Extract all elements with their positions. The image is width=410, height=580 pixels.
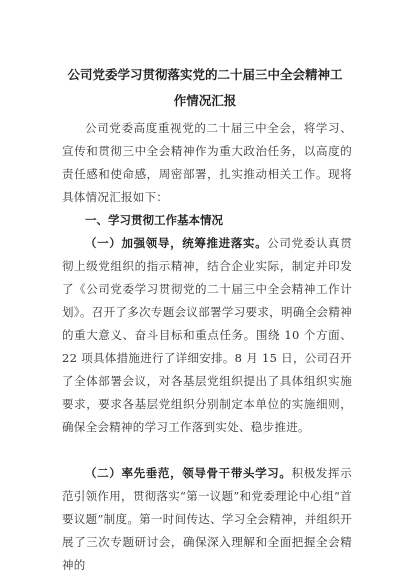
item-1-paragraph [62,232,352,439]
intro-paragraph: 公司党委高度重视党的二十届三中全会，将学习、宣传和贯彻三中全会精神作为重大政治任务，以高度的责任感和使命感，周密部署，扎实推动相关工作。现将具体情况汇报如下： [62,121,352,204]
item-1-lead: （一）加强领导，统筹推进落实。 [85,236,268,250]
item-2-paragraph [62,462,352,577]
document-title: 公司党委学习贯彻落实党的二十届三中全会精神工作情况汇报 [67,67,343,108]
section-1-heading: 一、学习贯彻工作基本情况 [85,213,223,227]
item-2-body: 积极发挥示范引领作用，贯彻落实“第一议题”和党委理论中心组“首要议题”制度。第一时间传达、学习全会精神，并组织开展了三次专题研讨会，确保深入理解和全面把握全会精神的 [62,466,353,572]
item-1-body: 公司党委认真贯彻上级党组织的指示精神，结合企业实际，制定并印发了《公司党委学习贯彻党的二十届三中全会精神工作计划》。召开了多次专题会议部署学习要求，明确全会精神的重大意义、奋斗目标和重点任务。围绕 10 个方面、22 项具体措施进行了详细安排。8 月 15 日，公司召开了全体部署会议，对各基层党组织提出了具体组织实施要求，要求各基层党组织分别制定本单位的实施细则，确保全会精神的学习工作落到实处、稳步推进。 [62,236,352,434]
item-2-lead: （二）率先垂范，领导骨干带头学习。 [85,466,292,480]
